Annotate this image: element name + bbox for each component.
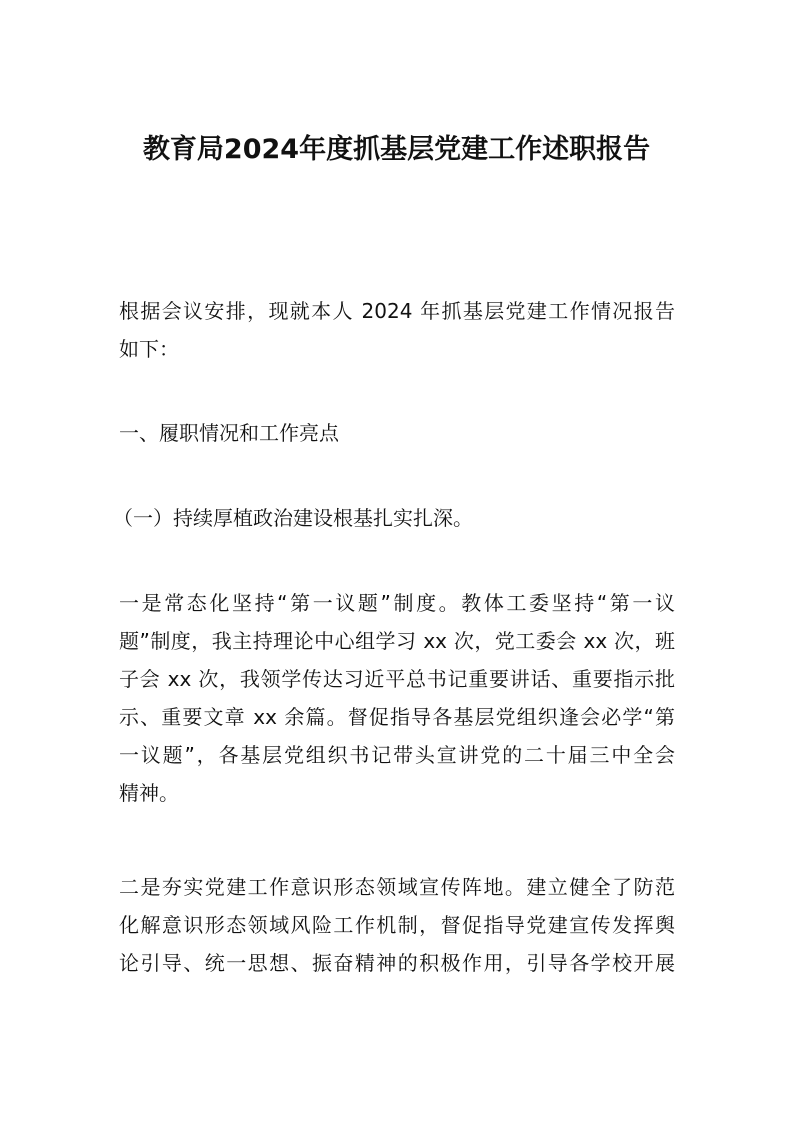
paragraph-line: 论引导、统一思想、振奋精神的积极作用，引导各学校开展 [119,951,675,975]
paragraph-line: 一是常态化坚持“第一议题”制度。教体工委坚持“第一议 [119,591,675,615]
paragraph-line: 化解意识形态领域风险工作机制，督促指导党建宣传发挥舆 [119,913,675,937]
paragraph-line: 示、重要文章 xx 余篇。督促指导各基层党组织逢会必学“第 [119,705,675,729]
paragraph-line: 子会 xx 次，我领学传达习近平总书记重要讲话、重要指示批 [119,667,675,691]
intro-line: 根据会议安排，现就本人 2024 年抓基层党建工作情况报告 [119,299,675,323]
section-heading: 一、履职情况和工作亮点 [119,421,339,445]
paragraph-line: 二是夯实党建工作意识形态领域宣传阵地。建立健全了防范 [119,875,675,899]
document-title: 教育局2024年度抓基层党建工作述职报告 [142,134,651,165]
paragraph-line: 精神。 [119,781,179,805]
intro-line: 如下： [119,337,179,361]
paragraph-line: 题”制度，我主持理论中心组学习 xx 次，党工委会 xx 次，班 [119,629,675,653]
subsection-heading: （一）持续厚植政治建设根基扎实扎深。 [113,506,473,530]
paragraph-line: 一议题”，各基层党组织书记带头宣讲党的二十届三中全会 [119,743,675,767]
